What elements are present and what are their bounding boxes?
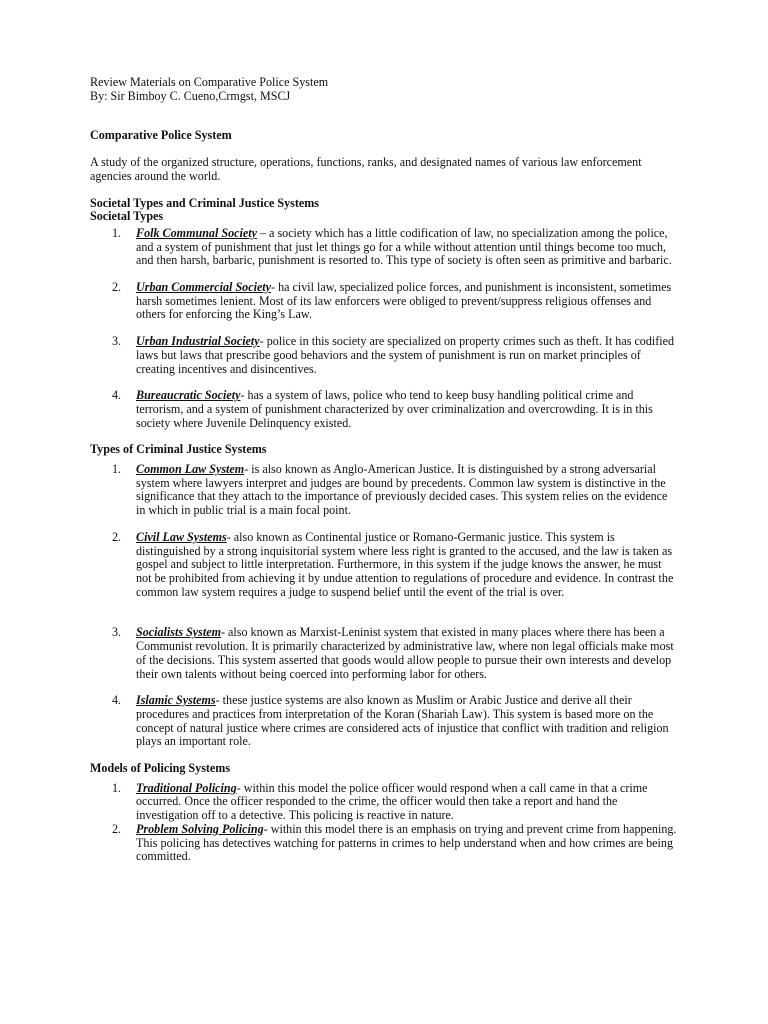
term: Urban Commercial Society	[136, 280, 272, 295]
list-item	[90, 626, 678, 681]
term-description: - ha civil law, specialized police forces, and punishment is inconsistent, sometimes harsh sometimes lenient. Most of its law enforcers were obliged to prevent/suppress religious offenses and others for enforcing the King’s Law.	[136, 280, 672, 322]
term-description: - within this model there is an emphasis on trying and prevent crime from happening. This policing has detectives watching for patterns in crimes to help understand when and how crimes are being committed.	[136, 821, 677, 864]
list-item	[90, 227, 678, 268]
term: Urban Industrial Society	[136, 334, 260, 349]
term: Bureaucratic Society	[136, 388, 241, 403]
list-number: 2.	[112, 280, 122, 295]
term-description: - is also known as Anglo-American Justice. It is distinguished by a strong adversarial system where lawyers interpret and judges are bound by precedents. Common law system is distinctive in the significance that they attach to the importance of previously decided cases. This system relies on the evidence in which in public trial is a main focal point.	[136, 462, 668, 518]
list-number: 3.	[112, 334, 122, 349]
term: Problem Solving Policing	[136, 821, 264, 836]
heading-types-of-cjs: Types of Criminal Justice Systems	[90, 442, 267, 457]
term: Common Law System	[136, 462, 245, 477]
heading-comparative-police-system: Comparative Police System	[90, 128, 232, 143]
heading-models-of-policing: Models of Policing Systems	[90, 761, 231, 776]
heading-societal-and-cjs: Societal Types and Criminal Justice Systems	[90, 195, 320, 210]
list-item	[90, 694, 678, 749]
list-item	[90, 389, 678, 430]
cps-description: A study of the organized structure, operations, functions, ranks, and designated names of various law enforcement agencies around the world.	[90, 155, 642, 183]
term: Islamic Systems	[136, 693, 216, 708]
list-number: 4.	[112, 693, 122, 708]
term-description: - within this model the police officer would respond when a call came in that a crime occurred. Once the officer responded to the crime, the officer would then take a report and hand the investigation off to a detective. This policing is reactive in nature.	[136, 780, 648, 823]
list-number: 3.	[112, 625, 122, 640]
list-item	[90, 281, 678, 322]
term-description: - these justice systems are also known as Muslim or Arabic Justice and derive all their procedures and practices from interpretation of the Koran (Shariah Law). This system is based more on the concept of natural justice where crimes are considered acts of injustice that conflict with tradition and religion plays an important role.	[136, 693, 669, 749]
list-item	[90, 335, 678, 376]
term-description: - police in this society are specialized on property crimes such as theft. It has codified laws but laws that prescribe good behaviors and the system of punishment is run on market principles of creating incentives and disincentives.	[136, 334, 675, 376]
cjs-types-list	[90, 463, 678, 749]
list-number: 1.	[112, 780, 122, 795]
term-description: - has a system of laws, police who tend to keep busy handling political crime and terrorism, and a system of punishment characterized by over criminalization and overcrowding. It is in this society where Juvenile Delinquency existed.	[136, 388, 653, 430]
term: Socialists System	[136, 625, 221, 640]
list-number: 1.	[112, 225, 122, 240]
list-item	[90, 823, 678, 864]
list-item	[90, 463, 678, 518]
document-byline: By: Sir Bimboy C. Cueno,Crmgst, MSCJ	[90, 88, 291, 103]
term: Traditional Policing	[136, 780, 237, 795]
list-number: 1.	[112, 462, 122, 477]
list-number: 2.	[112, 529, 122, 544]
list-number: 4.	[112, 388, 122, 403]
list-number: 2.	[112, 821, 122, 836]
term-description: - also known as Marxist-Leninist system that existed in many places where there has been a Communist revolution. It is primarily characterized by administrative law, where non legal officials make most of the decisions. This system asserted that goods would allow people to pursue their own interests and develop their own talents without being coerced into performing labor for others.	[136, 625, 674, 681]
term: Civil Law Systems	[136, 529, 227, 544]
term: Folk Communal Society	[136, 225, 257, 240]
term-description: - also known as Continental justice or Romano-Germanic justice. This system is distinguished by a strong inquisitorial system where less right is granted to the accused, and the law is taken as gospel and subject to little interpretation. Furthermore, in this system if the judge knows the answer, he must not be prohibited from achieving it by undue attention to regulations of procedure and evidence. In contrast the common law system requires a judge to suspend belief until the event of the trial is over.	[136, 529, 674, 599]
heading-societal-types: Societal Types	[90, 209, 164, 224]
societal-types-list	[90, 227, 678, 430]
document-title: Review Materials on Comparative Police System	[90, 75, 329, 89]
policing-models-list	[90, 782, 678, 864]
term-description: – a society which has a little codification of law, no specialization among the police, and a system of punishment that just let things go for a while without attention until things become too much, and then harsh, barbaric, punishment is resorted to. This type of society is often seen as primitive and barbaric.	[136, 225, 672, 268]
list-item	[90, 531, 678, 600]
list-item	[90, 782, 678, 823]
